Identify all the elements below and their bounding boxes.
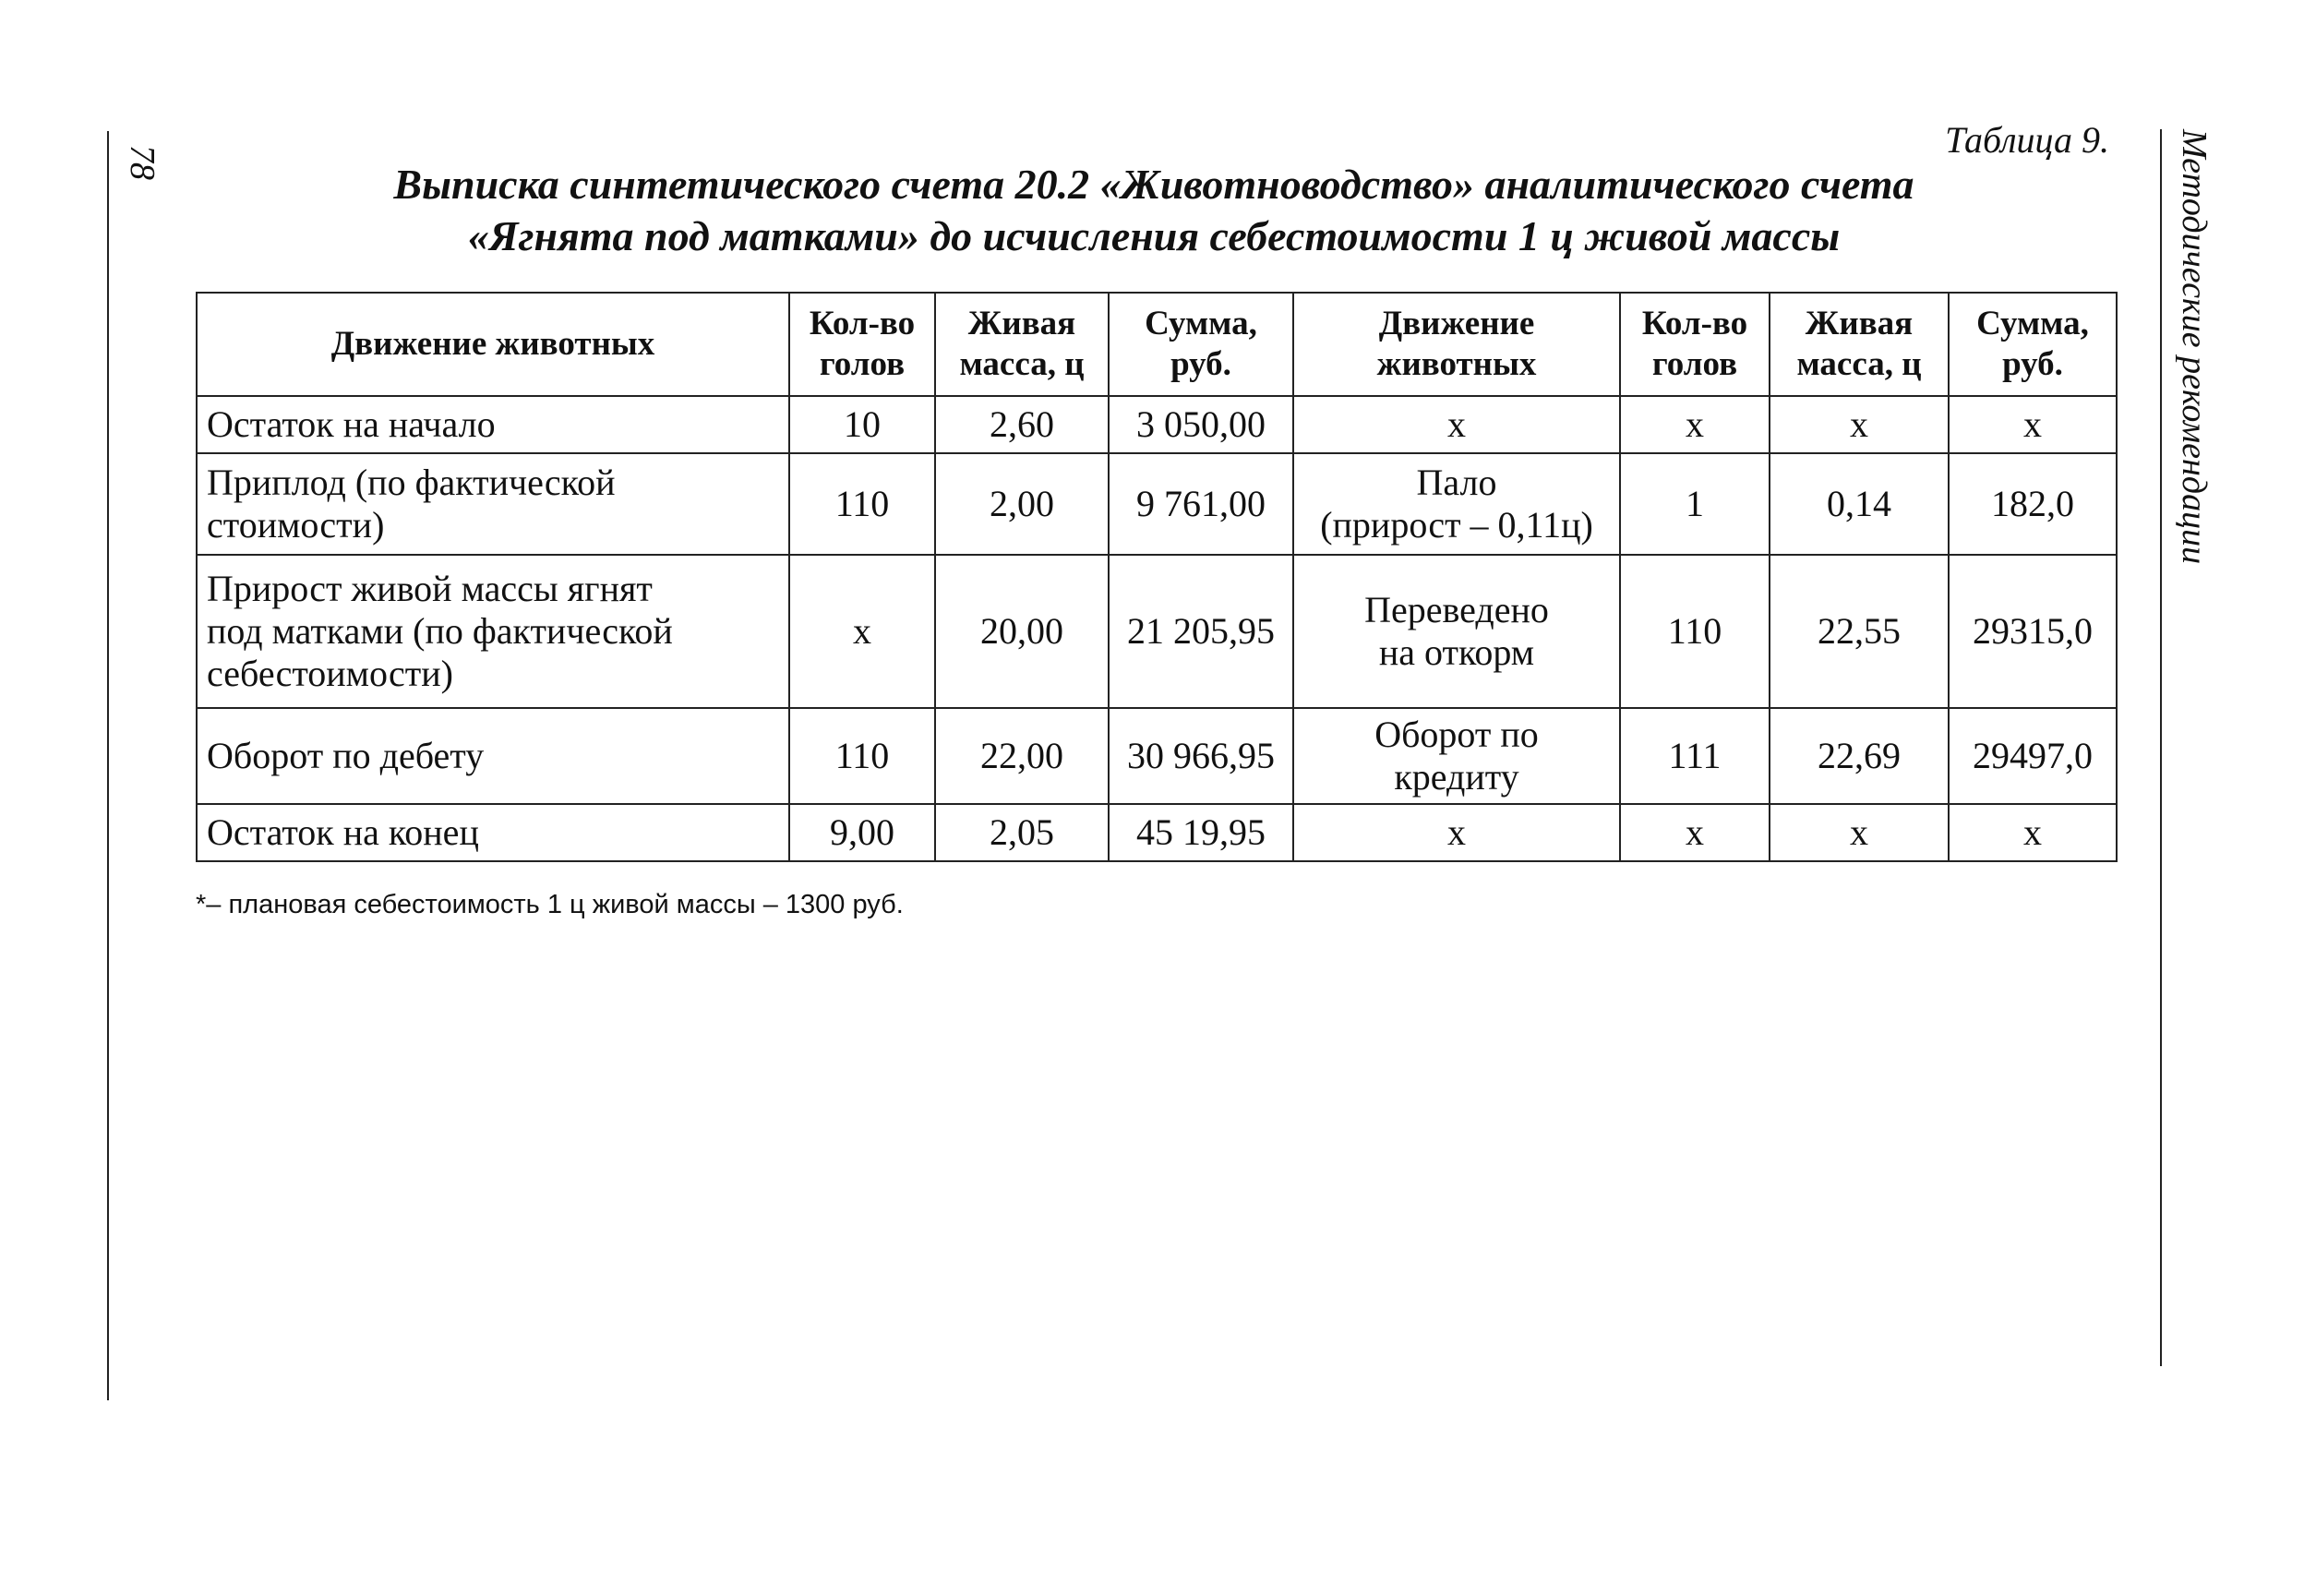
table-cell: [197, 804, 789, 861]
column-header-text: масса, ц: [1796, 345, 1922, 383]
table-cell: [1620, 555, 1770, 708]
cell-text: себестоимости): [207, 653, 453, 694]
footnote: *– плановая себестоимость 1 ц живой массы – 1300 руб.: [196, 890, 904, 919]
cell-text: Оборот по: [1374, 714, 1539, 755]
cell-text: (прирост – 0,11ц): [1320, 504, 1593, 546]
table-cell: [1293, 453, 1620, 555]
column-header-text: Живая: [1805, 305, 1914, 342]
cell-text: х: [2023, 403, 2042, 445]
table-cell: [1620, 453, 1770, 555]
table-cell: [197, 396, 789, 453]
table-label: Таблица 9.: [1945, 119, 2109, 161]
column-header-text: руб.: [1170, 345, 1231, 383]
cell-text: х: [1850, 811, 1868, 853]
cell-text: Прирост живой массы ягнят: [207, 568, 653, 609]
cell-text: 110: [834, 735, 890, 776]
cell-text: 182,0: [1991, 483, 2074, 524]
cell-text: х: [853, 610, 871, 652]
cell-text: х: [1686, 403, 1704, 445]
account-statement-table: [196, 292, 2118, 862]
table-cell: [935, 453, 1109, 555]
column-header-text: Кол-во: [1641, 305, 1748, 342]
cell-text: 3 050,00: [1136, 403, 1266, 445]
table-cell: [1949, 396, 2117, 453]
column-header-text: Движение животных: [330, 325, 655, 363]
column-header: [1620, 293, 1770, 396]
table-cell: [1770, 396, 1949, 453]
table-cell: [789, 804, 935, 861]
table-title: [277, 159, 2031, 262]
column-header-text: Живая: [967, 305, 1076, 342]
left-margin-rule: [107, 131, 109, 1400]
cell-text: 9,00: [830, 811, 894, 853]
table-cell: [1109, 708, 1293, 804]
table-row: [197, 555, 2117, 708]
table-cell: [1949, 453, 2117, 555]
column-header: [1949, 293, 2117, 396]
cell-text: Пало: [1416, 462, 1497, 503]
table-cell: [935, 708, 1109, 804]
cell-text: под матками (по фактической: [207, 610, 673, 652]
column-header: [789, 293, 935, 396]
right-margin-rule: [2160, 129, 2162, 1366]
table-cell: [1770, 453, 1949, 555]
cell-text: 22,69: [1818, 735, 1901, 776]
cell-text: 110: [834, 483, 890, 524]
cell-text: 29497,0: [1973, 735, 2093, 776]
column-header: [197, 293, 789, 396]
cell-text: Приплод (по фактической: [207, 462, 616, 503]
running-head: Методические рекомендации: [2175, 129, 2214, 565]
table-cell: [1293, 396, 1620, 453]
table-cell: [1293, 708, 1620, 804]
cell-text: 21 205,95: [1127, 610, 1275, 652]
column-header-text: Сумма,: [1145, 305, 1257, 342]
cell-text: 29315,0: [1973, 610, 2093, 652]
table-cell: [935, 555, 1109, 708]
cell-text: Остаток на начало: [207, 403, 496, 445]
cell-text: Оборот по дебету: [207, 735, 485, 776]
cell-text: 0,14: [1827, 483, 1891, 524]
table-cell: [1770, 804, 1949, 861]
cell-text: 2,60: [990, 403, 1054, 445]
table-header-row: [197, 293, 2117, 396]
cell-text: 110: [1667, 610, 1722, 652]
column-header-text: масса, ц: [959, 345, 1085, 383]
cell-text: 22,00: [980, 735, 1063, 776]
cell-text: х: [1686, 811, 1704, 853]
table-cell: [789, 555, 935, 708]
cell-text: Остаток на конец: [207, 811, 479, 853]
cell-text: стоимости): [207, 504, 385, 546]
cell-text: х: [1447, 811, 1466, 853]
table-cell: [197, 453, 789, 555]
table-cell: [1949, 555, 2117, 708]
table-cell: [789, 453, 935, 555]
table-cell: [935, 804, 1109, 861]
column-header: [1293, 293, 1620, 396]
table-cell: [1770, 708, 1949, 804]
column-header-text: руб.: [2002, 345, 2063, 383]
table-cell: [1109, 396, 1293, 453]
table-body: [197, 396, 2117, 861]
column-header: [1770, 293, 1949, 396]
page-number: 78: [123, 145, 162, 180]
column-header-text: Сумма,: [1976, 305, 2089, 342]
column-header-text: голов: [819, 345, 906, 383]
cell-text: на откорм: [1378, 631, 1535, 673]
column-header-text: голов: [1651, 345, 1738, 383]
table-cell: [1949, 708, 2117, 804]
cell-text: 2,05: [990, 811, 1054, 853]
table-cell: [1109, 555, 1293, 708]
table-row: [197, 453, 2117, 555]
cell-text: 111: [1668, 735, 1722, 776]
cell-text: 30 966,95: [1127, 735, 1275, 776]
cell-text: х: [1447, 403, 1466, 445]
cell-text: 1: [1686, 483, 1704, 524]
table-cell: [789, 396, 935, 453]
table-title-line: Выписка синтетического счета 20.2 «Животноводство» аналитического счета: [393, 161, 1914, 208]
table-cell: [1293, 555, 1620, 708]
table-cell: [1293, 804, 1620, 861]
table-cell: [197, 555, 789, 708]
cell-text: 9 761,00: [1136, 483, 1266, 524]
table-cell: [1109, 804, 1293, 861]
table-row: [197, 708, 2117, 804]
table-title-line: «Ягнята под матками» до исчисления себестоимости 1 ц живой массы: [467, 212, 1841, 259]
cell-text: 45 19,95: [1136, 811, 1266, 853]
cell-text: х: [2023, 811, 2042, 853]
cell-text: 2,00: [990, 483, 1054, 524]
table-cell: [1770, 555, 1949, 708]
cell-text: х: [1850, 403, 1868, 445]
table-cell: [197, 708, 789, 804]
column-header: [935, 293, 1109, 396]
table-row: [197, 804, 2117, 861]
table-cell: [935, 396, 1109, 453]
cell-text: кредиту: [1394, 756, 1519, 798]
table-cell: [1620, 708, 1770, 804]
table-row: [197, 396, 2117, 453]
cell-text: 20,00: [980, 610, 1063, 652]
column-header: [1109, 293, 1293, 396]
table-cell: [1109, 453, 1293, 555]
column-header-text: животных: [1376, 345, 1537, 383]
cell-text: 22,55: [1818, 610, 1901, 652]
table-cell: [789, 708, 935, 804]
cell-text: 10: [844, 403, 881, 445]
column-header-text: Кол-во: [809, 305, 916, 342]
table-cell: [1620, 396, 1770, 453]
table-cell: [1949, 804, 2117, 861]
table-cell: [1620, 804, 1770, 861]
cell-text: Переведено: [1364, 589, 1549, 630]
column-header-text: Движение: [1378, 305, 1535, 342]
